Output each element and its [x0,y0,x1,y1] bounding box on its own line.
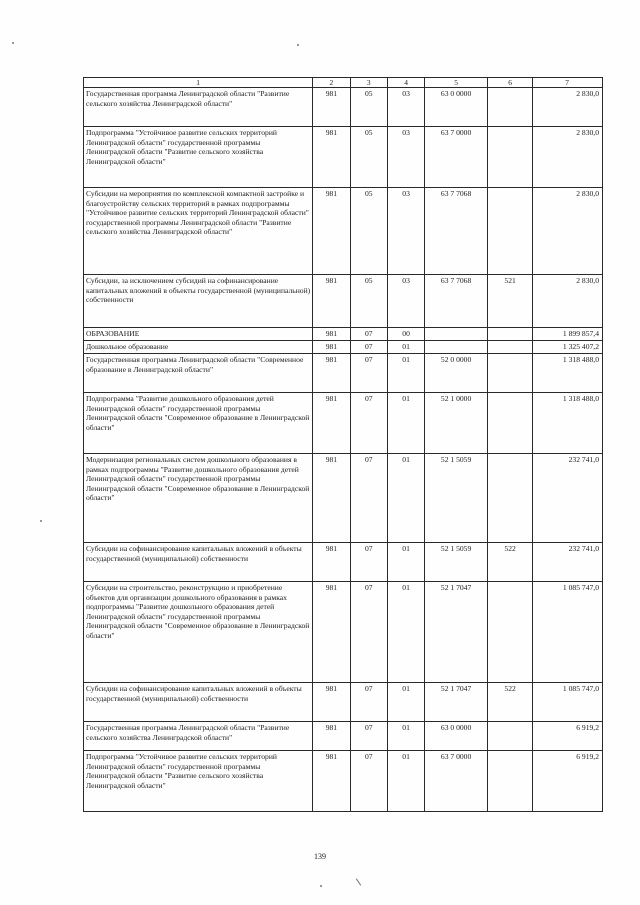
row-pr: 01 [387,683,424,722]
row-target-code: 63 7 7068 [425,275,488,328]
row-pr: 01 [387,722,424,751]
table-row [84,582,603,683]
row-rz: 07 [350,543,387,582]
row-expense-type: 522 [487,543,532,582]
scan-speck [297,44,299,46]
row-rz: 07 [350,582,387,683]
row-gr: 981 [313,722,350,751]
row-rz: 05 [350,127,387,188]
table-row [84,275,603,328]
row-sum: 2 830,0 [533,88,603,127]
page-number: 139 [314,852,326,861]
row-gr: 981 [313,275,350,328]
row-pr: 01 [387,543,424,582]
row-target-code: 52 1 7047 [425,683,488,722]
row-target-code: 52 1 5059 [425,454,488,543]
header-col-2: 2 [313,78,350,88]
row-sum: 1 325 407,2 [533,341,603,354]
row-sum: 1 899 857,4 [533,328,603,341]
row-gr: 981 [313,683,350,722]
table-row [84,188,603,275]
row-name: Подпрограмма "Устойчивое развитие сельских территорий Ленинградской области" государственной программы Ленинградской области "Развитие сельского хозяйства Ленинградской области" [84,751,313,812]
row-expense-type [487,127,532,188]
row-expense-type [487,88,532,127]
row-sum: 1 085 747,0 [533,683,603,722]
row-name: Государственная программа Ленинградской области "Развитие сельского хозяйства Ленинградской области" [84,722,313,751]
table-row [84,88,603,127]
row-pr: 01 [387,393,424,454]
table-row [84,683,603,722]
row-pr: 01 [387,341,424,354]
scan-speck [40,520,42,522]
row-sum: 6 919,2 [533,751,603,812]
row-gr: 981 [313,127,350,188]
row-sum: 1 318 488,0 [533,393,603,454]
row-pr: 01 [387,582,424,683]
row-gr: 981 [313,393,350,454]
row-name: Субсидии, за исключением субсидий на софинансирование капитальных вложений в объекты государственной (муниципальной) собственности [84,275,313,328]
row-sum: 1 085 747,0 [533,582,603,683]
row-name: Субсидии на мероприятия по комплексной компактной застройке и благоустройству сельских территорий в рамках подпрограммы "Устойчивое развитие сельских территорий Ленинградской области" государственной программы Ленинградской области "Развитие сельского хозяйства Ленинградской области" [84,188,313,275]
row-pr: 00 [387,328,424,341]
row-expense-type [487,454,532,543]
row-expense-type [487,354,532,393]
table-row [84,328,603,341]
row-name: Модернизация региональных систем дошкольного образования в рамках подпрограммы "Развитие дошкольного образования детей Ленинградской области" государственной программы Ленинградской области "Современное образование в Ленинградской области" [84,454,313,543]
scan-speck [320,885,322,887]
row-rz: 05 [350,88,387,127]
row-target-code: 52 1 7047 [425,582,488,683]
row-sum: 2 830,0 [533,127,603,188]
row-name: Подпрограмма "Устойчивое развитие сельских территорий Ленинградской области" государственной программы Ленинградской области "Развитие сельского хозяйства Ленинградской области" [84,127,313,188]
table-header-row [84,78,603,88]
row-rz: 07 [350,328,387,341]
scan-speck [12,42,14,44]
row-sum: 232 741,0 [533,454,603,543]
row-expense-type [487,328,532,341]
row-expense-type: 522 [487,683,532,722]
row-target-code [425,341,488,354]
header-col-1: 1 [84,78,313,88]
row-name: Государственная программа Ленинградской области "Развитие сельского хозяйства Ленинградской области" [84,88,313,127]
row-pr: 03 [387,188,424,275]
table-row [84,127,603,188]
row-sum: 6 919,2 [533,722,603,751]
row-name: Субсидии на строительство, реконструкцию и приобретение объектов для организации дошкольного образования в рамках подпрограммы "Развитие дошкольного образования детей Ленинградской области" государственной программы Ленинградской области "Современное образование в Ленинградской области" [84,582,313,683]
row-rz: 07 [350,454,387,543]
row-expense-type [487,393,532,454]
row-target-code [425,328,488,341]
row-expense-type [487,722,532,751]
row-gr: 981 [313,188,350,275]
row-sum: 1 318 488,0 [533,354,603,393]
table-row [84,722,603,751]
row-name: Дошкольное образование [84,341,313,354]
table-row [84,751,603,812]
row-target-code: 52 0 0000 [425,354,488,393]
table-row [84,341,603,354]
row-pr: 01 [387,454,424,543]
header-col-4: 4 [387,78,424,88]
row-sum: 2 830,0 [533,188,603,275]
header-col-5: 5 [425,78,488,88]
row-expense-type [487,751,532,812]
row-name: Субсидии на софинансирование капитальных вложений в объекты государственной (муниципальной) собственности [84,543,313,582]
row-rz: 07 [350,341,387,354]
row-expense-type [487,188,532,275]
row-target-code: 63 0 0000 [425,88,488,127]
row-sum: 232 741,0 [533,543,603,582]
header-col-3: 3 [350,78,387,88]
row-pr: 01 [387,354,424,393]
header-col-6: 6 [487,78,532,88]
row-pr: 03 [387,88,424,127]
row-pr: 03 [387,127,424,188]
row-rz: 07 [350,683,387,722]
row-target-code: 52 1 0000 [425,393,488,454]
row-rz: 07 [350,393,387,454]
row-gr: 981 [313,341,350,354]
header-col-7: 7 [533,78,603,88]
row-target-code: 63 7 0000 [425,751,488,812]
row-pr: 03 [387,275,424,328]
row-rz: 07 [350,751,387,812]
row-name: Подпрограмма "Развитие дошкольного образования детей Ленинградской области" государственной программы Ленинградской области "Современное образование в Ленинградской области" [84,393,313,454]
row-gr: 981 [313,354,350,393]
row-rz: 05 [350,275,387,328]
scan-speck [356,878,361,885]
table-row [84,454,603,543]
row-gr: 981 [313,582,350,683]
row-name: Субсидии на софинансирование капитальных вложений в объекты государственной (муниципальной) собственности [84,683,313,722]
row-target-code: 63 0 0000 [425,722,488,751]
row-gr: 981 [313,454,350,543]
table-row [84,393,603,454]
row-name: Государственная программа Ленинградской области "Современное образование в Ленинградской области" [84,354,313,393]
table-body [84,78,603,812]
row-pr: 01 [387,751,424,812]
row-rz: 07 [350,354,387,393]
row-expense-type: 521 [487,275,532,328]
row-expense-type [487,582,532,683]
row-target-code: 52 1 5059 [425,543,488,582]
budget-table [83,77,603,812]
row-sum: 2 830,0 [533,275,603,328]
row-gr: 981 [313,328,350,341]
row-gr: 981 [313,543,350,582]
row-expense-type [487,341,532,354]
row-rz: 05 [350,188,387,275]
table-row [84,354,603,393]
row-target-code: 63 7 7068 [425,188,488,275]
row-rz: 07 [350,722,387,751]
row-target-code: 63 7 0000 [425,127,488,188]
row-gr: 981 [313,88,350,127]
row-gr: 981 [313,751,350,812]
table-row [84,543,603,582]
row-name: ОБРАЗОВАНИЕ [84,328,313,341]
